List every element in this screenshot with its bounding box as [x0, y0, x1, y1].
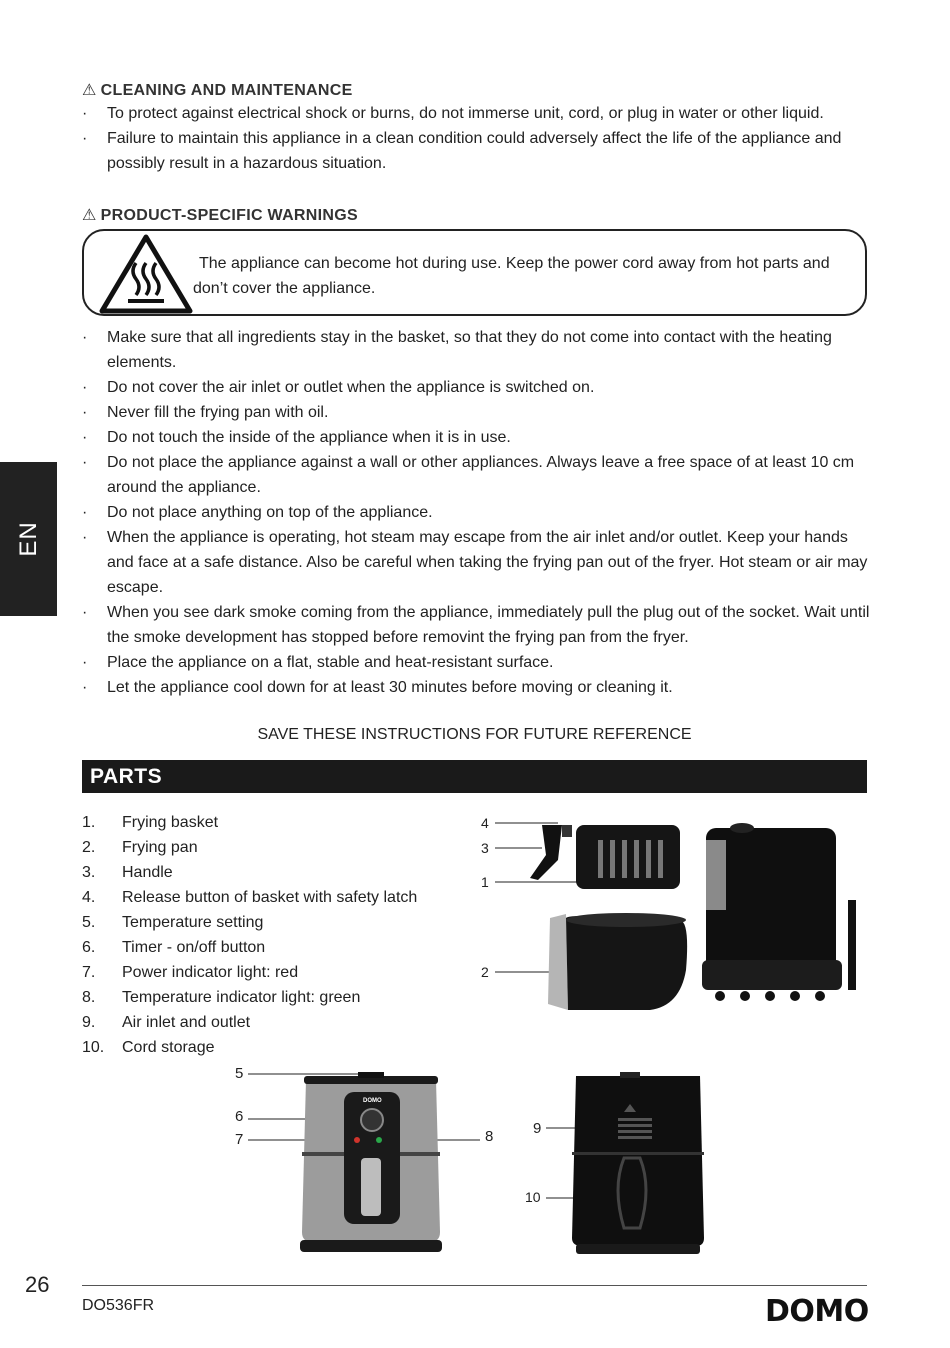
callout-10: 10 [525, 1189, 541, 1205]
callout-3: 3 [481, 840, 489, 856]
list-item [82, 985, 417, 1010]
basket-and-pan-illustration [480, 810, 870, 1025]
item-number: 2. [82, 839, 96, 856]
list-item [82, 1010, 417, 1035]
callout-9: 9 [533, 1120, 542, 1137]
item-label: Handle [122, 864, 173, 881]
item-number: 1. [82, 814, 96, 831]
list-item: · Do not place anything on top of the appliance. [82, 500, 872, 525]
hot-surface-icon [98, 233, 194, 315]
brand-logo: DOMO [765, 1294, 869, 1329]
page-number: 26 [25, 1272, 50, 1297]
item-label: Release button of basket with safety latch [122, 889, 418, 906]
parts-heading: PARTS [90, 765, 163, 788]
back-view-illustration [520, 1068, 720, 1260]
list-item [82, 960, 417, 985]
item-label: Temperature indicator light: green [122, 989, 361, 1006]
list-item: · When the appliance is operating, hot steam may escape from the air inlet and/or outlet. Keep your hands and face at a safe distance. Also be careful when taking the frying pan out of the fryer. Hot steam or air may escape. [82, 525, 872, 600]
callout-7: 7 [235, 1131, 244, 1148]
front-view-illustration [230, 1062, 500, 1262]
warning-triangle-icon: ⚠ [82, 82, 97, 99]
list-item: · Let the appliance cool down for at least 30 minutes before moving or cleaning it. [82, 675, 872, 700]
item-number: 9. [82, 1014, 96, 1031]
list-item [82, 835, 417, 860]
cleaning-list [82, 101, 872, 176]
list-item [82, 1035, 417, 1060]
language-tab [0, 462, 57, 616]
list-item: · Do not touch the inside of the appliance when it is in use. [82, 425, 872, 450]
item-number: 4. [82, 889, 96, 906]
item-label: Power indicator light: red [122, 964, 299, 981]
callout-1: 1 [481, 874, 489, 890]
callout-2: 2 [481, 964, 489, 980]
hot-surface-warning-text: The appliance can become hot during use. Keep the power cord away from hot parts and don’t cover the appliance. [193, 255, 830, 297]
list-item [82, 885, 417, 910]
list-item: · When you see dark smoke coming from the appliance, immediately pull the plug out of the socket. Wait until the smoke development has stopped before removint the frying pan from the fryer. [82, 600, 872, 650]
item-label: Frying pan [122, 839, 198, 856]
callout-6: 6 [235, 1108, 244, 1125]
callout-8: 8 [485, 1128, 494, 1145]
list-item [82, 860, 417, 885]
callout-5: 5 [235, 1065, 244, 1082]
item-number: 7. [82, 964, 96, 981]
cleaning-heading-text: CLEANING AND MAINTENANCE [100, 82, 353, 99]
list-item [82, 935, 417, 960]
device-logo: DOMO [363, 1098, 382, 1104]
list-item: · Make sure that all ingredients stay in the basket, so that they do not come into contact with the heating elements. [82, 325, 872, 375]
item-label: Frying basket [122, 814, 219, 831]
list-item: · Do not cover the air inlet or outlet when the appliance is switched on. [82, 375, 872, 400]
list-item [82, 910, 417, 935]
cleaning-heading [82, 80, 353, 100]
item-number: 10. [82, 1039, 105, 1056]
item-number: 8. [82, 989, 96, 1006]
model-number: DO536FR [82, 1297, 155, 1314]
parts-list [82, 810, 417, 1060]
item-number: 5. [82, 914, 96, 931]
warnings-heading [82, 205, 358, 225]
item-label: Cord storage [122, 1039, 215, 1056]
item-label: Temperature setting [122, 914, 264, 931]
list-item: · Do not place the appliance against a wall or other appliances. Always leave a free space of at least 10 cm around the appliance. [82, 450, 872, 500]
callout-4: 4 [481, 815, 489, 831]
list-item: · Never fill the frying pan with oil. [82, 400, 872, 425]
item-label: Air inlet and outlet [122, 1014, 251, 1031]
item-number: 6. [82, 939, 96, 956]
item-number: 3. [82, 864, 96, 881]
item-label: Timer - on/off button [122, 939, 266, 956]
list-item: · Place the appliance on a flat, stable and heat-resistant surface. [82, 650, 872, 675]
list-item [82, 810, 417, 835]
footer-divider [82, 1285, 867, 1286]
warnings-list [82, 325, 872, 700]
parts-heading-bar [82, 760, 867, 793]
warning-triangle-icon: ⚠ [82, 207, 97, 224]
list-item: · Failure to maintain this appliance in a clean condition could adversely affect the life of the appliance and possibly result in a hazardous situation. [82, 126, 872, 176]
warnings-heading-text: PRODUCT-SPECIFIC WARNINGS [100, 207, 358, 224]
list-item: · To protect against electrical shock or burns, do not immerse unit, cord, or plug in water or other liquid. [82, 101, 872, 126]
language-tab-label: EN [14, 521, 42, 557]
save-instructions-note: SAVE THESE INSTRUCTIONS FOR FUTURE REFERENCE [257, 726, 692, 743]
